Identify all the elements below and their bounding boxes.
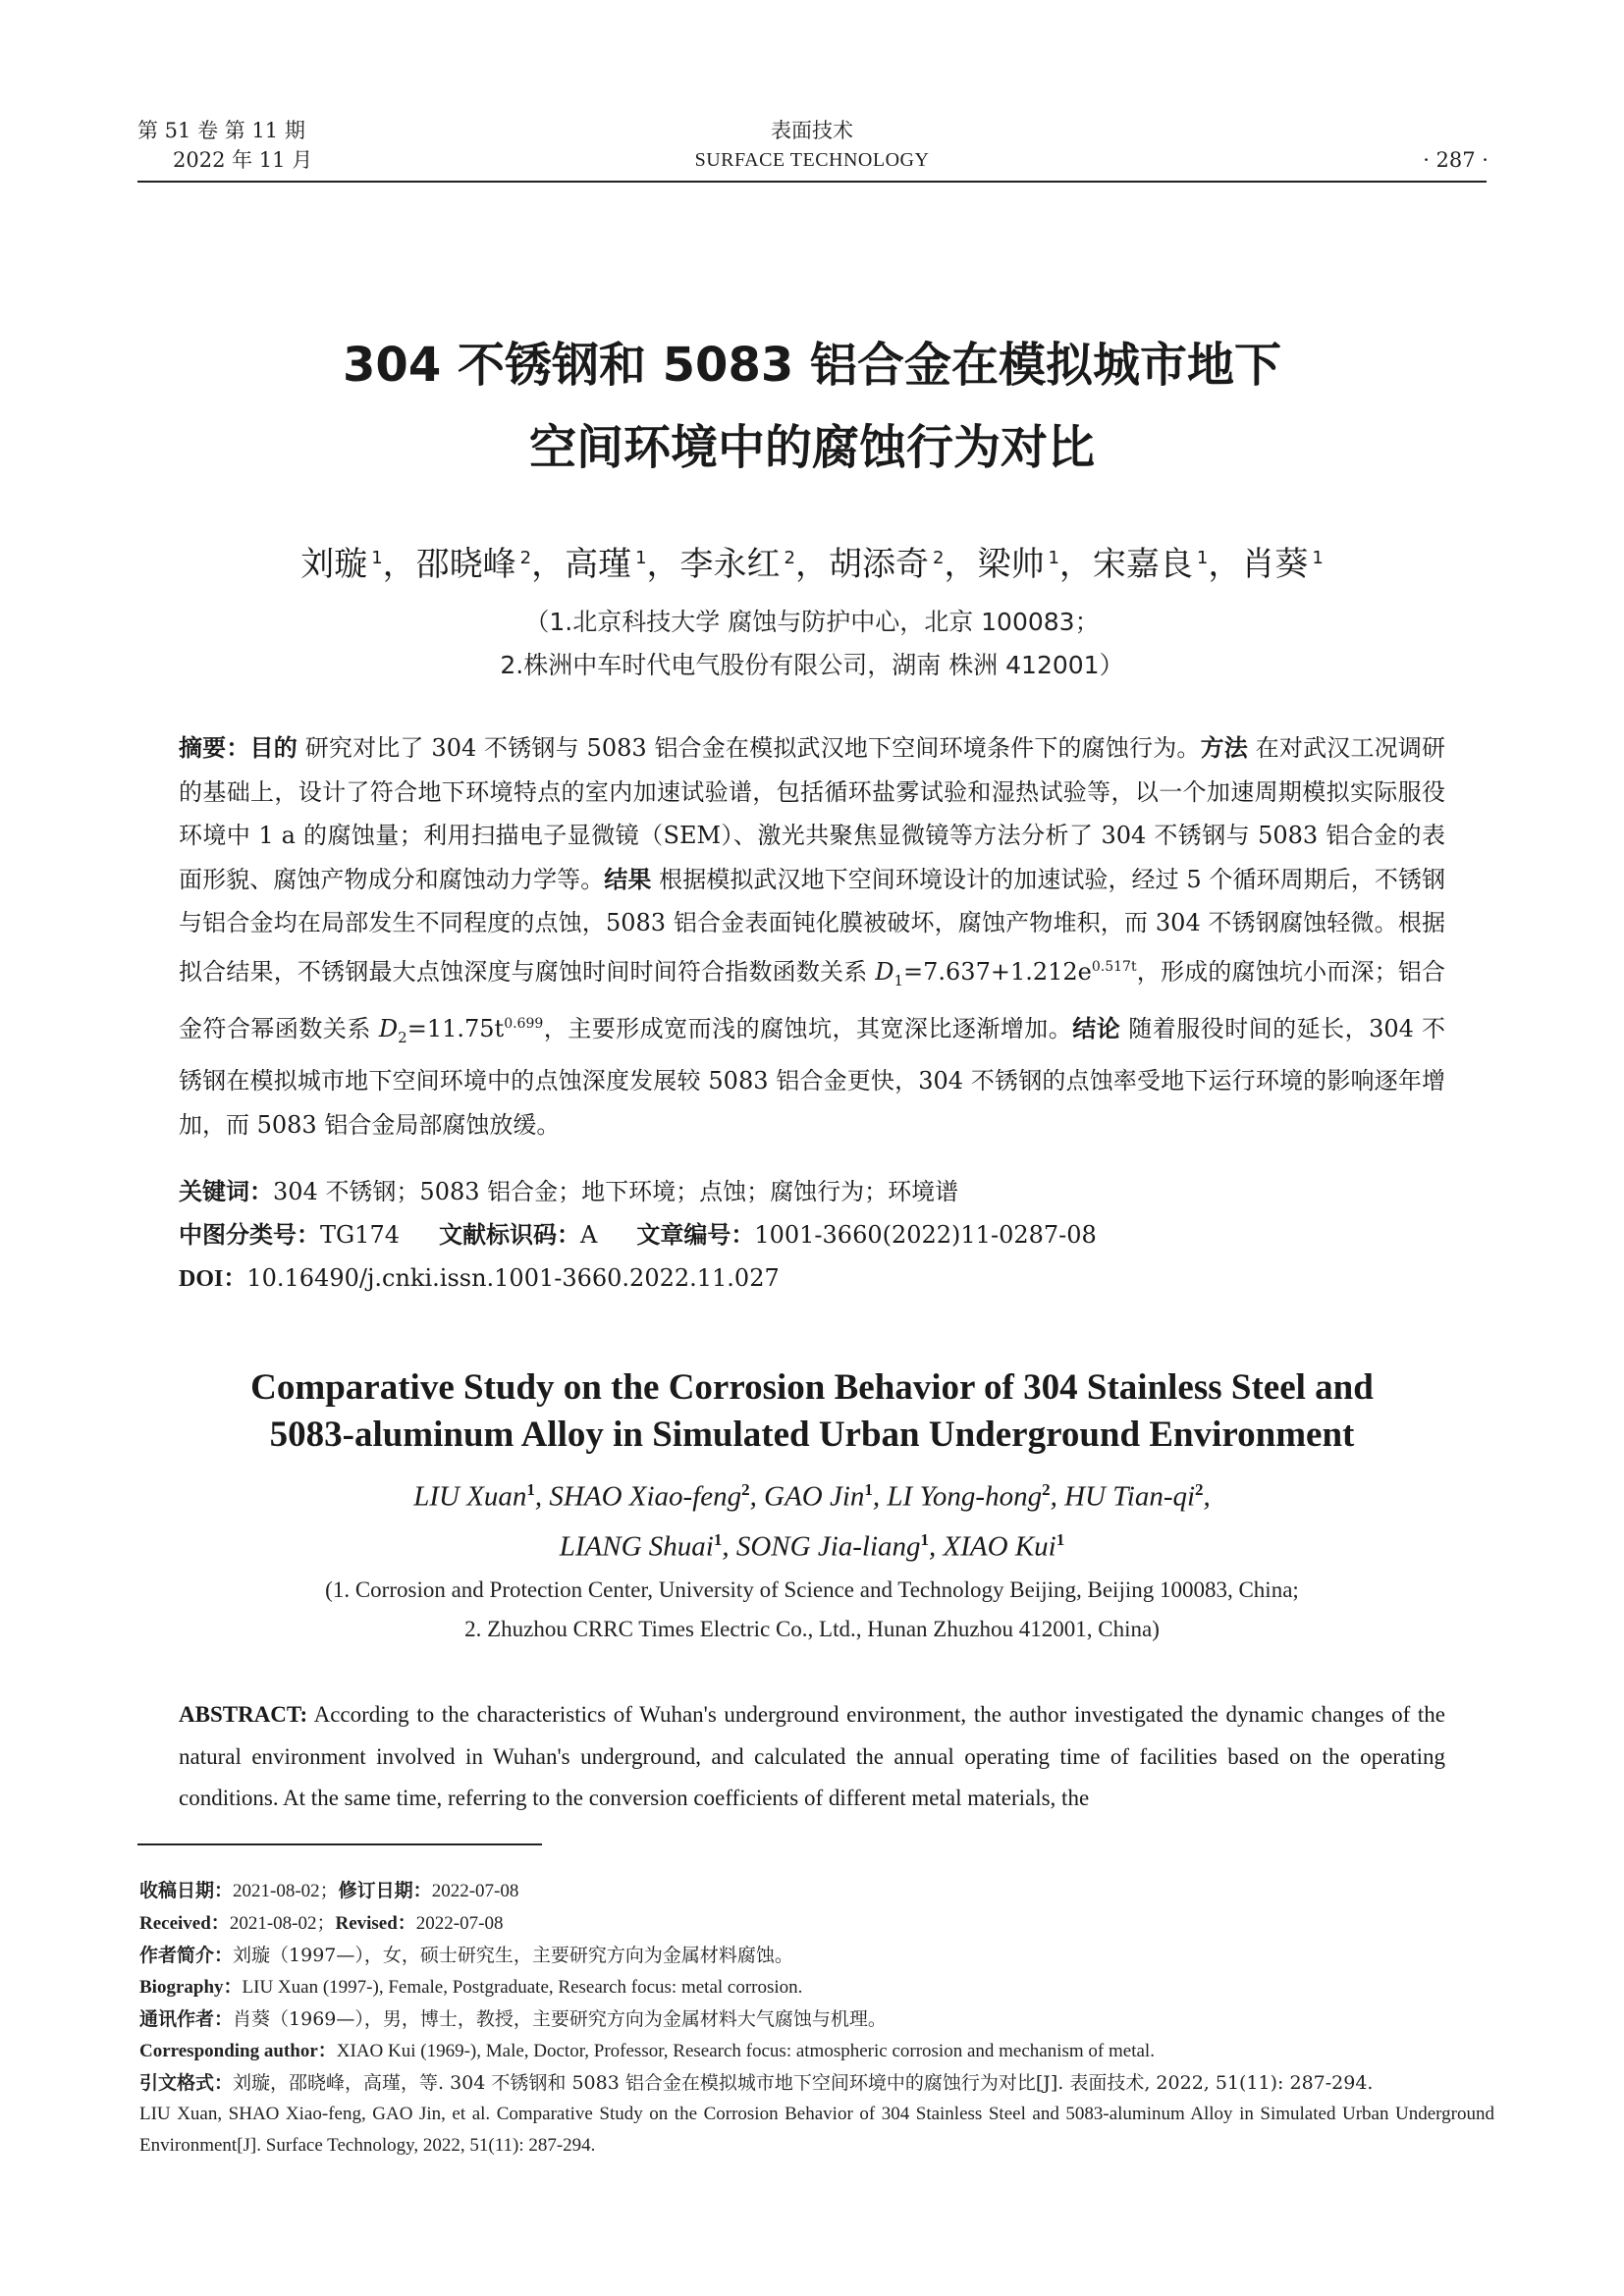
method-text: 在对武汉工况调研的基础上，设计了符合地下环境特点的室内加速试验谱，包括循环盐雾试验和湿热试验等，以一个加速周期模拟实际服役环境中 1 a 的腐蚀量；利用扫描电子显微镜（SEM）、激光共聚焦显微镜等方法分析了 304 不锈钢与 5083 铝合金的表面形貌、腐蚀产物成分和腐蚀动力学等。: [179, 734, 1446, 893]
footnote-rule: [137, 1843, 542, 1845]
en-affiliation-2: 2. Zhuzhou CRRC Times Electric Co., Ltd., Hunan Zhuzhou 412001, China): [464, 1617, 1160, 1641]
citation-en: LIU Xuan, SHAO Xiao-feng, GAO Jin, et al. Comparative Study on the Corrosion Behavior of 304 Stainless Steel and 5083-aluminum Alloy in Simulated Urban Underground Environment[J]. Surface Technology, 2022, 51(11): 287-294.: [139, 2104, 1494, 2156]
biography-en-line: [139, 1971, 1494, 2003]
author-affiliation-mark: 1: [920, 1529, 930, 1549]
biography-en: LIU Xuan (1997-), Female, Postgraduate, Research focus: metal corrosion.: [242, 1977, 803, 1998]
corresponding-cn: 肖葵（1969—），男，博士，教授，主要研究方向为金属材料大气腐蚀与机理。: [233, 2008, 887, 2030]
header-rule: [137, 181, 1487, 183]
author-separator: ,: [749, 1480, 765, 1513]
received-en-label: Received：: [139, 1913, 230, 1934]
author-name: SHAO Xiao-feng: [549, 1480, 742, 1513]
author-affiliation-mark: 1: [371, 548, 383, 568]
author-separator: ,: [534, 1480, 550, 1513]
author-separator: ，: [795, 545, 829, 584]
en-authors-line2: [0, 1519, 1624, 1569]
doc-code: A: [580, 1221, 598, 1249]
result-label: 结果: [604, 865, 652, 893]
doi: 10.16490/j.cnki.issn.1001-3660.2022.11.027: [246, 1264, 780, 1292]
author-name: 刘璇: [300, 545, 368, 584]
author-name: 梁帅: [977, 545, 1045, 584]
author-affiliation-mark: 1: [635, 548, 647, 568]
citation-cn-line: [139, 2067, 1494, 2099]
conclusion-text: 随着服役时间的延长，304 不锈钢在模拟城市地下空间环境中的点蚀深度发展较 5083 铝合金更快，304 不锈钢的点蚀率受地下运行环境的影响逐年增加，而 5083 铝合金局部腐蚀放缓。: [179, 1014, 1445, 1139]
author-affiliation-mark: 1: [526, 1480, 535, 1499]
received-cn-line: [139, 1875, 1494, 1907]
citation-cn: 刘璇，邵晓峰，高瑾，等. 304 不锈钢和 5083 铝合金在模拟城市地下空间环境中的腐蚀行为对比[J]. 表面技术, 2022, 51(11): 287-294.: [233, 2072, 1374, 2094]
citation-cn-label: 引文格式：: [139, 2072, 234, 2094]
keywords: 304 不锈钢；5083 铝合金；地下环境；点蚀；腐蚀行为；环境谱: [273, 1178, 959, 1205]
author-separator: ，: [1058, 545, 1093, 584]
doi-line: [179, 1256, 1445, 1301]
received-cn-label: 收稿日期：: [139, 1880, 234, 1901]
doi-label: DOI：: [179, 1266, 247, 1292]
en-title: [0, 1364, 1624, 1459]
biography-cn: 刘璇（1997—），女，硕士研究生，主要研究方向为金属材料腐蚀。: [233, 1945, 793, 1966]
purpose-label: 目的: [249, 734, 298, 762]
received-en-line: [139, 1907, 1494, 1940]
author-affiliation-mark: 2: [784, 548, 795, 568]
abstract-label: 摘要：: [179, 734, 250, 762]
keywords-label: 关键词：: [179, 1178, 273, 1205]
revised-cn-date: 2022-07-08: [431, 1881, 519, 1901]
author-affiliation-mark: 1: [1048, 548, 1059, 568]
author-name: GAO Jin: [764, 1480, 865, 1513]
cn-affiliations: [0, 601, 1624, 687]
article-number-label: 文章编号：: [636, 1221, 755, 1249]
author-name: LIANG Shuai: [559, 1530, 714, 1563]
en-abstract-label: ABSTRACT:: [179, 1702, 308, 1727]
author-separator: ，: [382, 545, 416, 584]
d2-variable: D: [378, 1014, 399, 1042]
en-author-list: [0, 1468, 1624, 1568]
author-affiliation-mark: 1: [864, 1480, 873, 1499]
corresponding-cn-label: 通讯作者：: [139, 2008, 234, 2030]
en-title-line2: 5083-aluminum Alloy in Simulated Urban Underground Environment: [269, 1415, 1355, 1455]
cn-affiliation-1: （1.北京科技大学 腐蚀与防护中心，北京 100083；: [524, 608, 1100, 636]
article-number: 1001-3660(2022)11-0287-08: [754, 1221, 1097, 1249]
biography-cn-label: 作者简介：: [139, 1945, 234, 1966]
en-title-line1: Comparative Study on the Corrosion Behavior of 304 Stainless Steel and: [250, 1367, 1374, 1408]
result-text-a: 根据模拟武汉地下空间环境设计的加速试验，经过 5 个循环周期后，不锈钢与铝合金均在局部发生不同程度的点蚀，5083 铝合金表面钝化膜被破坏，腐蚀产物堆积，而 304 不锈钢腐蚀轻微。根据拟合结果，不锈钢最大点蚀深度与腐蚀时间时间符合指数函数关系: [179, 865, 1446, 986]
journal-name-en: SURFACE TECHNOLOGY: [694, 149, 930, 171]
method-label: 方法: [1200, 734, 1248, 762]
corresponding-cn-line: [139, 2003, 1494, 2035]
volume-issue: 第 51 卷 第 11 期: [137, 119, 305, 142]
en-authors-line1: [0, 1468, 1624, 1519]
d1-variable: D: [875, 957, 894, 986]
author-affiliation-mark: 2: [741, 1480, 750, 1499]
received-cn-date: 2021-08-02；: [233, 1881, 339, 1901]
author-affiliation-mark: 2: [519, 548, 532, 568]
cn-author-list: [0, 535, 1624, 594]
cn-abstract: [179, 726, 1445, 1147]
d2-equation: =11.75t: [406, 1014, 505, 1042]
author-name: LI Yong-hong: [887, 1480, 1043, 1513]
issue-date: 2022 年 11 月: [173, 148, 313, 172]
author-name: 高瑾: [565, 545, 632, 584]
author-affiliation-mark: 2: [1195, 1480, 1204, 1499]
running-header-center: [0, 116, 1624, 175]
author-separator: ，: [944, 545, 978, 584]
author-name: XIAO Kui: [943, 1530, 1056, 1563]
revised-en-date: 2022-07-08: [415, 1913, 504, 1934]
author-separator: ，: [1208, 545, 1242, 584]
biography-cn-line: [139, 1940, 1494, 1971]
d2-exponent: 0.699: [504, 1015, 544, 1032]
corresponding-en-label: Corresponding author：: [139, 2041, 337, 2061]
classification-line: [179, 1213, 1445, 1256]
biography-en-label: Biography：: [139, 1977, 243, 1998]
result-text-b: ，形成的腐蚀坑小而深；铝合金符合幂函数关系: [179, 957, 1445, 1042]
en-affiliations: [0, 1571, 1624, 1649]
cn-affiliation-2: 2.株洲中车时代电气股份有限公司，湖南 株洲 412001）: [500, 651, 1124, 679]
author-separator: ,: [929, 1530, 944, 1563]
revised-cn-label: 修订日期：: [338, 1880, 432, 1901]
author-name: SONG Jia-liang: [735, 1530, 921, 1563]
author-separator: ，: [646, 545, 680, 584]
purpose-text: 研究对比了 304 不锈钢与 5083 铝合金在模拟武汉地下空间环境条件下的腐蚀行为。: [297, 734, 1201, 762]
clc-label: 中图分类号：: [179, 1221, 320, 1249]
d2-subscript: 2: [398, 1028, 407, 1046]
author-separator: ，: [531, 545, 566, 584]
doc-code-label: 文献标识码：: [439, 1221, 580, 1249]
corresponding-en-line: [139, 2035, 1494, 2067]
author-name: 胡添奇: [829, 545, 929, 584]
author-name: HU Tian-qi: [1064, 1480, 1196, 1513]
keywords-line: [179, 1170, 1445, 1213]
page-number: · 287 ·: [1423, 148, 1489, 172]
cn-title: [0, 324, 1624, 489]
d1-equation: =7.637+1.212e: [903, 957, 1092, 986]
en-abstract-text: According to the characteristics of Wuhan's underground environment, the author investigated the dynamic changes of the natural environment involved in Wuhan's underground, and calculated the annual operating time of facilities based on the operating conditions. At the same time, referring to the conversion coefficients of different metal materials, the: [179, 1702, 1445, 1810]
revised-en-label: Revised：: [335, 1913, 416, 1934]
d1-subscript: 1: [893, 971, 904, 989]
en-abstract: [179, 1694, 1445, 1820]
result-text-c: ，主要形成宽而浅的腐蚀坑，其宽深比逐渐增加。: [543, 1014, 1073, 1042]
author-name: 肖葵: [1241, 545, 1309, 584]
author-name: LIU Xuan: [413, 1480, 527, 1513]
clc-number: TG174: [320, 1221, 400, 1249]
author-name: 李永红: [679, 545, 781, 584]
author-separator: ,: [1050, 1480, 1065, 1513]
cn-title-line1: 304 不锈钢和 5083 铝合金在模拟城市地下: [343, 338, 1281, 393]
author-name: 邵晓峰: [415, 545, 516, 584]
cn-title-line2: 空间环境中的腐蚀行为对比: [528, 420, 1095, 475]
d1-exponent: 0.517t: [1091, 958, 1137, 975]
en-affiliation-1: (1. Corrosion and Protection Center, University of Science and Technology Beijing, Beijing 100083, China;: [325, 1577, 1299, 1602]
corresponding-en: XIAO Kui (1969-), Male, Doctor, Professor, Research focus: atmospheric corrosion and mechanism of metal.: [336, 2041, 1155, 2061]
footnotes: [139, 1875, 1494, 2162]
author-separator: ,: [872, 1480, 888, 1513]
author-affiliation-mark: 1: [1312, 548, 1324, 568]
author-name: 宋嘉良: [1092, 545, 1193, 584]
author-affiliation-mark: 2: [1042, 1480, 1051, 1499]
conclusion-label: 结论: [1072, 1014, 1121, 1042]
author-affiliation-mark: 1: [1196, 548, 1209, 568]
author-affiliation-mark: 1: [1056, 1529, 1065, 1549]
author-affiliation-mark: 1: [713, 1529, 723, 1549]
author-separator: ,: [1203, 1480, 1211, 1513]
author-separator: ,: [722, 1530, 736, 1563]
journal-name-cn: 表面技术: [771, 119, 853, 142]
author-affiliation-mark: 2: [933, 548, 945, 568]
received-en-date: 2021-08-02；: [229, 1913, 336, 1934]
